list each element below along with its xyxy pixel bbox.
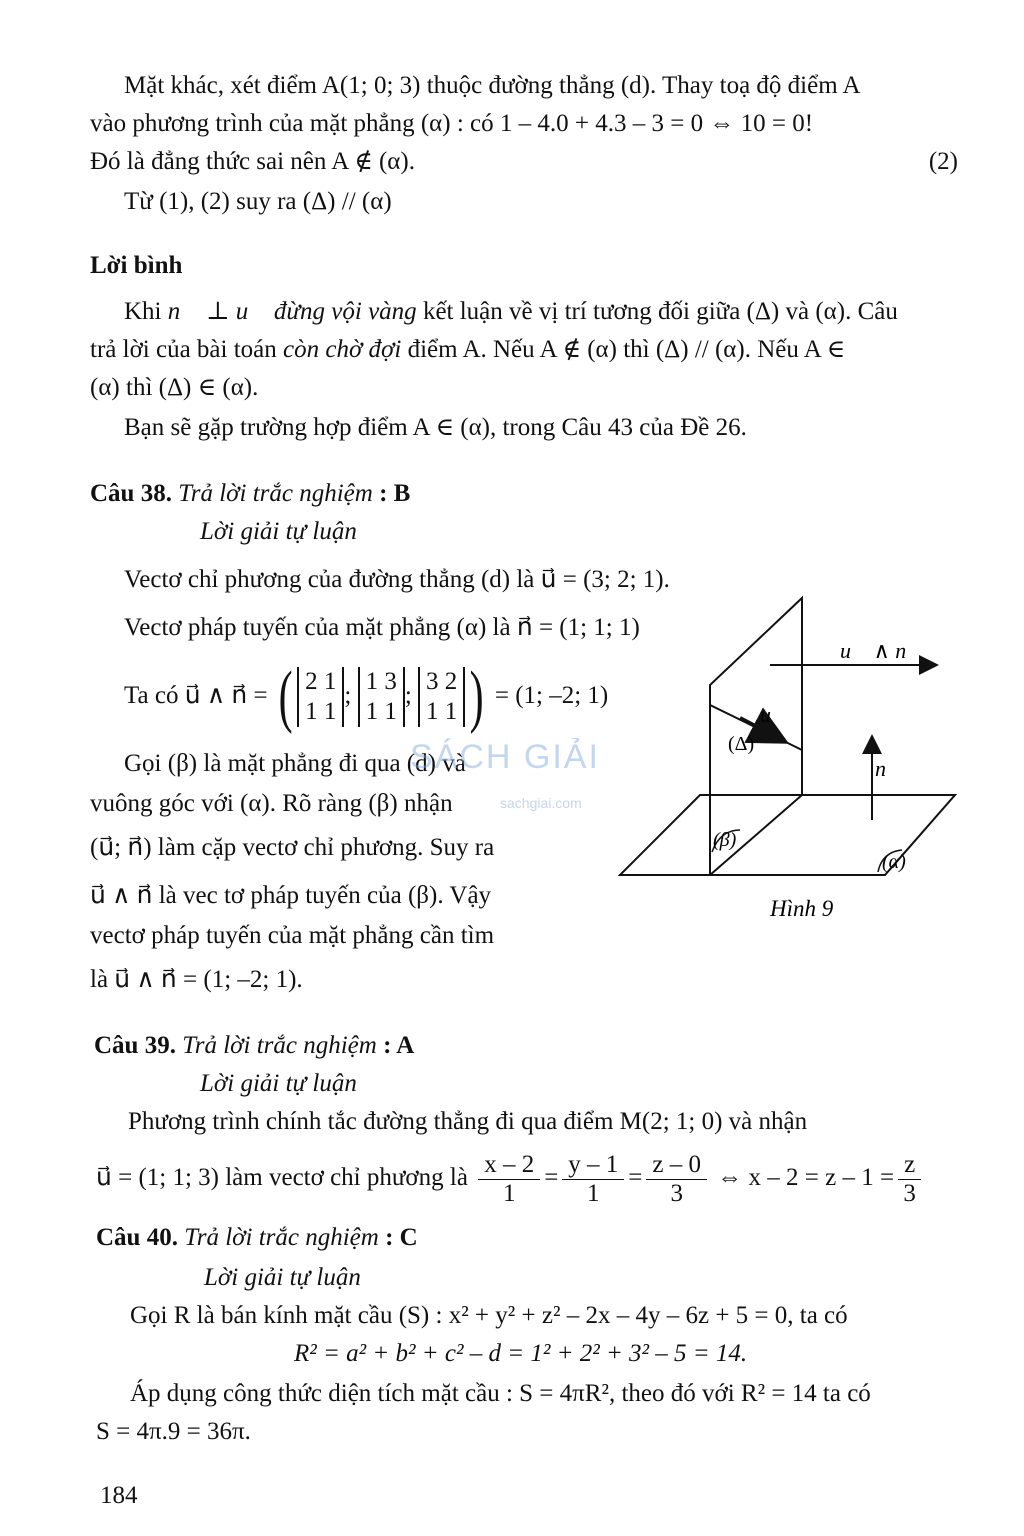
fraction-x — [478, 1151, 540, 1208]
cau39-line-1: Phương trình chính tắc đường thẳng đi qua điểm M(2; 1; 0) và nhận — [128, 1108, 808, 1135]
label-alpha: (α) — [882, 851, 906, 873]
answer: : B — [379, 480, 411, 507]
paren-right: ) — [469, 658, 484, 736]
determinant-3 — [418, 667, 465, 727]
text: ⇔ x – 2 = z – 1 = — [717, 1164, 895, 1191]
determinant-2 — [358, 667, 405, 727]
answer-label: Trả lời trắc nghiệm — [184, 1224, 379, 1251]
label-u: u⃗ — [760, 702, 789, 727]
question-number: Câu 38. — [90, 480, 172, 507]
intro-line-2: vào phương trình của mặt phẳng (α) : có 1 – 4.0 + 4.3 – 3 = 0 ⇔ 10 = 0! — [90, 110, 814, 137]
cau38-cross-product: Ta có u⃗ ∧ n⃗ = ( 2 1 1 1; 1 3 1 1; 3 2 1 1 ) = (1; –2; 1) — [124, 658, 609, 736]
cau39-subheading: Lời giải tự luận — [200, 1070, 357, 1097]
loi-binh-line-3: (α) thì (Δ) ∈ (α). — [90, 374, 259, 401]
intro-line-3: Đó là đẳng thức sai nên A ∉ (α). — [90, 148, 415, 175]
loi-binh-line-1 — [124, 296, 898, 328]
numerator: y – 1 — [562, 1151, 624, 1180]
text: = (1; –2; 1) — [494, 682, 609, 709]
cau38-line-5: vuông góc với (α). Rõ ràng (β) nhận — [90, 790, 453, 817]
answer: : A — [383, 1032, 415, 1059]
figure-caption: Hình 9 — [770, 896, 834, 921]
watermark-logo: SÁCH GIẢI — [410, 738, 600, 776]
intro-line-1: Mặt khác, xét điểm A(1; 0; 3) thuộc đường thẳng (d). Thay toạ độ điểm A — [124, 72, 861, 99]
cau39-equation: u⃗ = (1; 1; 3) làm vectơ chỉ phương là $\frac{x - 2}{1}$ = $\frac{y - 1}{1}$ = $\frac{z - 0}{3}$ ⇔ x – 2 = z – 1 = $\frac{z}{3}$ — [96, 1148, 925, 1208]
answer-label: Trả lời trắc nghiệm — [182, 1032, 377, 1059]
loi-binh-line-2 — [90, 334, 845, 366]
answer: : C — [385, 1224, 418, 1251]
cau38-line-9: là u⃗ ∧ n⃗ = (1; –2; 1). — [90, 966, 303, 993]
text: Ta có u⃗ ∧ n⃗ = — [124, 682, 268, 709]
page-number: 184 — [100, 1482, 138, 1509]
intro-line-4: Từ (1), (2) suy ra (Δ) // (α) — [124, 188, 392, 215]
loi-binh-line-4: Bạn sẽ gặp trường hợp điểm A ∈ (α), trong Câu 43 của Đề 26. — [124, 414, 747, 441]
question-number: Câu 40. — [96, 1224, 178, 1251]
cau38-line-4: Gọi (β) là mặt phẳng đi qua (d) và — [124, 750, 466, 777]
label-u-cross-n: u⃗ ∧ n⃗ — [840, 638, 924, 663]
cau40-line-1: Gọi R là bán kính mặt cầu (S) : x² + y² + z² – 2x – 4y – 6z + 5 = 0, ta có — [130, 1302, 848, 1329]
numerator: z – 0 — [646, 1151, 707, 1180]
loi-binh-heading: Lời bình — [90, 252, 183, 279]
text: u⃗ = (1; 1; 3) làm vectơ chỉ phương là — [96, 1164, 468, 1191]
cau38-line-6: (u⃗; n⃗) làm cặp vectơ chỉ phương. Suy ra — [90, 834, 495, 861]
cau40-line-3: Áp dụng công thức diện tích mặt cầu : S = 4πR², theo đó với R² = 14 ta có — [130, 1380, 871, 1407]
cau38-line-2: Vectơ pháp tuyến của mặt phẳng (α) là n⃗ = (1; 1; 1) — [124, 614, 640, 641]
label-delta: (Δ) — [728, 733, 755, 755]
cau38-line-1: Vectơ chỉ phương của đường thẳng (d) là u⃗ = (3; 2; 1). — [124, 566, 670, 593]
det-row: 1 1 — [305, 698, 337, 726]
cau38-line-8: vectơ pháp tuyến của mặt phẳng cần tìm — [90, 922, 495, 949]
cau40-header — [96, 1222, 418, 1254]
determinant-1 — [297, 667, 344, 727]
fraction-y — [562, 1151, 624, 1208]
cau38-line-7: u⃗ ∧ n⃗ là vec tơ pháp tuyến của (β). Vậy — [90, 882, 492, 909]
cau39-header — [94, 1030, 414, 1062]
denominator: 3 — [670, 1179, 683, 1207]
fraction-z — [646, 1151, 707, 1208]
label-n: n⃗ — [875, 756, 904, 781]
denominator: 3 — [903, 1179, 916, 1207]
question-number: Câu 39. — [94, 1032, 176, 1059]
cau38-subheading: Lời giải tự luận — [200, 518, 357, 545]
figure-hinh-9 — [610, 590, 970, 930]
cau40-subheading: Lời giải tự luận — [204, 1264, 361, 1291]
paren-left: ( — [278, 658, 293, 736]
numerator: z — [898, 1151, 921, 1180]
det-row: 1 1 — [426, 698, 458, 726]
text: Khi — [124, 298, 168, 325]
watermark-url: sachgiai.com — [500, 795, 582, 811]
emphasis: n⃗ ⊥ u⃗ đừng vội vàng — [167, 298, 417, 325]
denominator: 1 — [502, 1179, 516, 1207]
det-row: 1 1 — [365, 698, 397, 726]
label-beta: (β) — [713, 829, 737, 851]
cau40-line-2: R² = a² + b² + c² – d = 1² + 2² + 3² – 5 = 14. — [294, 1340, 748, 1367]
cau40-line-4: S = 4π.9 = 36π. — [96, 1418, 251, 1445]
det-row: 3 2 — [426, 668, 458, 696]
emphasis: còn chờ đợi — [283, 336, 402, 363]
denominator: 1 — [587, 1179, 600, 1207]
text: kết luận về vị trí tương đối giữa (Δ) và (α). Câu — [416, 298, 898, 325]
numerator: x – 2 — [478, 1151, 540, 1180]
fraction-z-simplified — [898, 1151, 921, 1208]
det-row: 2 1 — [305, 668, 337, 696]
cau38-header — [90, 478, 410, 510]
det-row: 1 3 — [365, 668, 397, 696]
text: trả lời của bài toán — [90, 336, 284, 363]
equation-tag: (2) — [928, 148, 958, 175]
answer-label: Trả lời trắc nghiệm — [178, 480, 373, 507]
text: điểm A. Nếu A ∉ (α) thì (Δ) // (α). Nếu A ∈ — [401, 336, 846, 363]
